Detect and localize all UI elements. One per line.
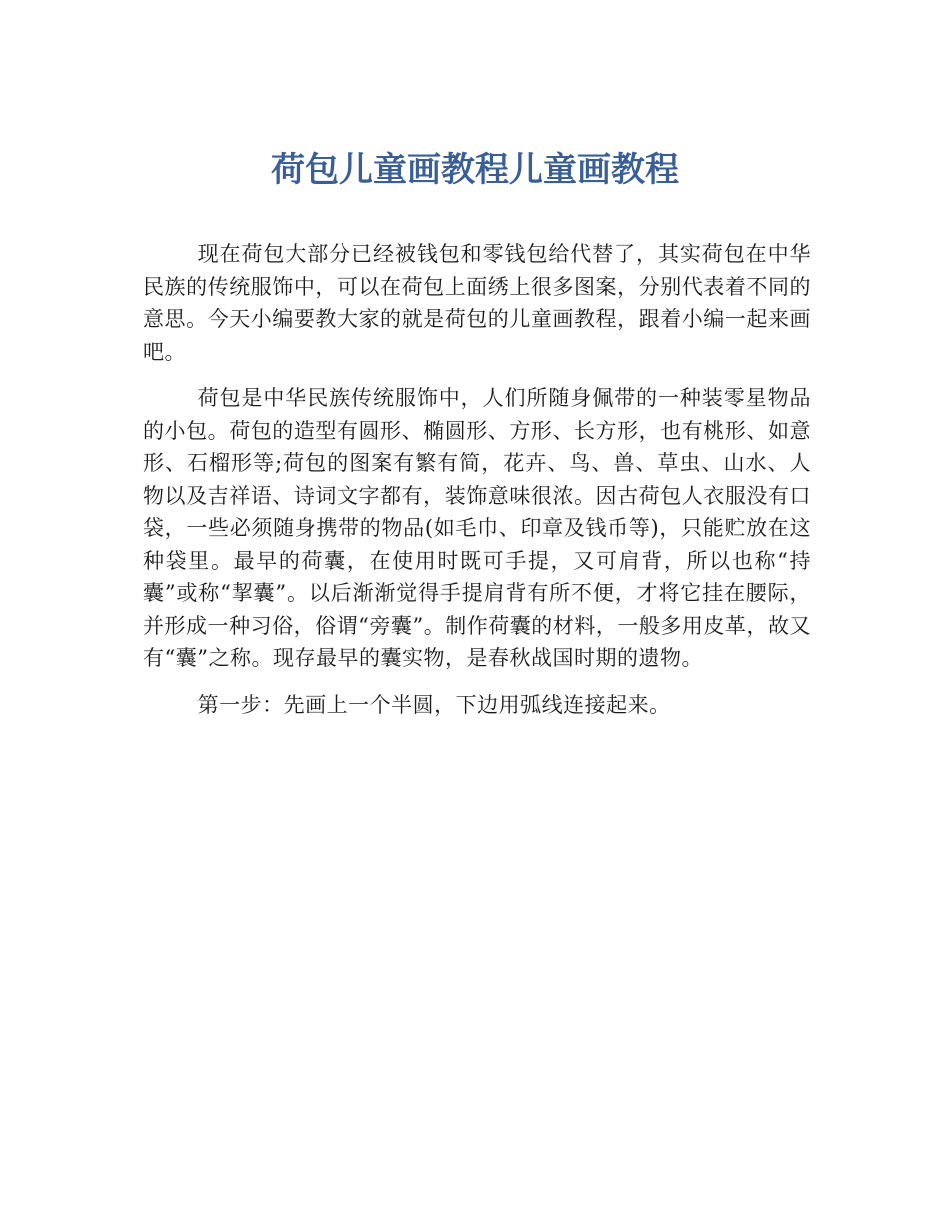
paragraph-step-one: 第一步：先画上一个半圆，下边用弧线连接起来。 <box>197 692 671 717</box>
article-body <box>143 238 811 735</box>
paragraph-intro: 现在荷包大部分已经被钱包和零钱包给代替了，其实荷包在中华民族的传统服饰中，可以在荷包上面绣上很多图案，分别代表着不同的意思。今天小编要教大家的就是荷包的儿童画教程，跟着小编一起来画吧。 <box>143 242 811 364</box>
paragraph-history: 荷包是中华民族传统服饰中，人们所随身佩带的一种装零星物品的小包。荷包的造型有圆形、椭圆形、方形、长方形，也有桃形、如意形、石榴形等;荷包的图案有繁有简，花卉、鸟、兽、草虫、山水、人物以及吉祥语、诗词文字都有，装饰意味很浓。因古荷包人衣服没有口袋，一些必须随身携带的物品(如毛巾、印章及钱币等)，只能贮放在这种袋里。最早的荷囊，在使用时既可手提，又可肩背，所以也称“持囊”或称“挈囊”。以后渐渐觉得手提肩背有所不便，才将它挂在腰际，并形成一种习俗，俗谓“旁囊”。制作荷囊的材料，一般多用皮革，故又有“囊”之称。现存最早的囊实物，是春秋战国时期的遗物。 <box>143 386 811 670</box>
page-title: 荷包儿童画教程儿童画教程 <box>271 150 679 190</box>
